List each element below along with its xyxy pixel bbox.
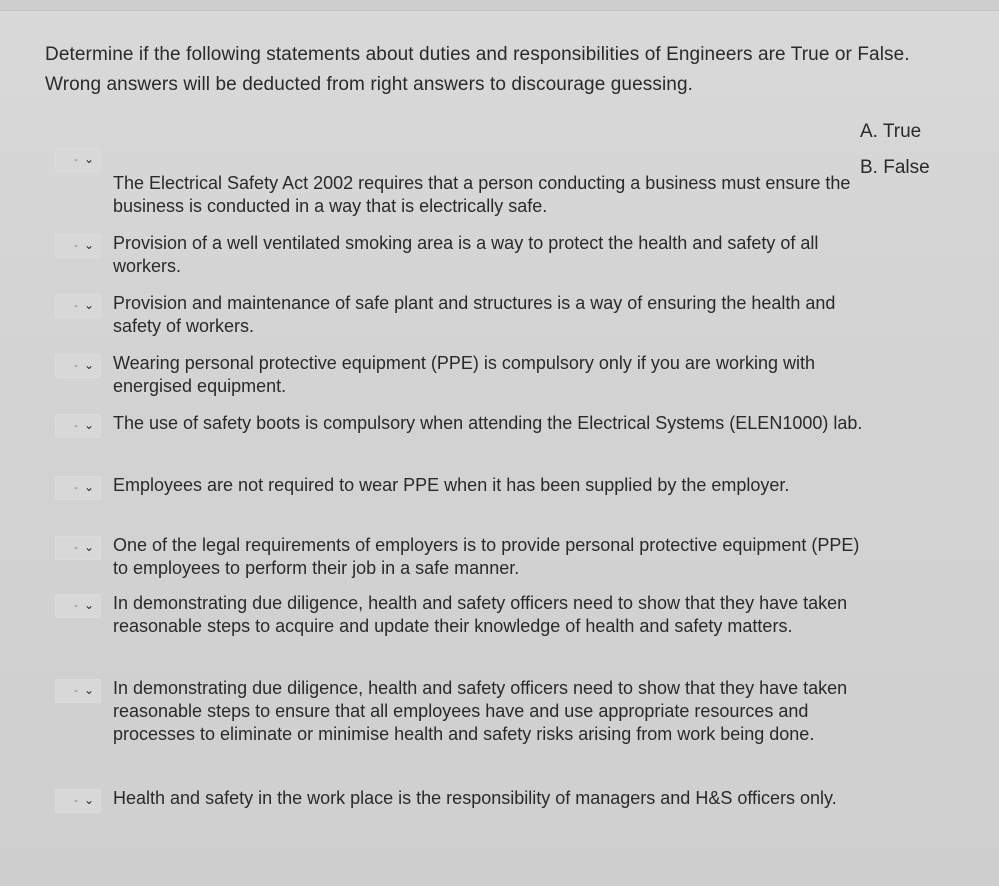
- chevron-down-icon: ⌄: [83, 540, 94, 554]
- question-8: [55, 592, 915, 638]
- question-1-text: The Electrical Safety Act 2002 requires that a person conducting a business must ensure the business is conducted in a way that is electrically safe.: [113, 173, 851, 216]
- question-2: [55, 232, 915, 278]
- answer-select-7[interactable]: [55, 536, 101, 560]
- select-placeholder: -: [74, 154, 78, 166]
- question-5: [55, 412, 915, 438]
- answer-select-1[interactable]: [55, 148, 101, 172]
- answer-select-4[interactable]: [55, 354, 101, 378]
- answer-select-3[interactable]: [55, 294, 101, 318]
- select-placeholder: -: [74, 360, 78, 372]
- select-placeholder: -: [74, 542, 78, 554]
- chevron-down-icon: ⌄: [83, 238, 94, 252]
- instructions-line-1: Determine if the following statements about duties and responsibilities of Engineers are True or False.: [45, 44, 910, 65]
- chevron-down-icon: ⌄: [83, 480, 94, 494]
- answer-select-2[interactable]: [55, 234, 101, 258]
- instructions: [45, 40, 975, 100]
- select-placeholder: -: [74, 795, 78, 807]
- chevron-down-icon: ⌄: [83, 152, 94, 166]
- select-placeholder: -: [74, 482, 78, 494]
- question-5-text: The use of safety boots is compulsory when attending the Electrical Systems (ELEN1000) lab.: [113, 413, 863, 433]
- question-7-text: One of the legal requirements of employers is to provide personal protective equipment (PPE) to employees to perform their job in a safe manner.: [113, 535, 860, 578]
- chevron-down-icon: ⌄: [83, 598, 94, 612]
- chevron-down-icon: ⌄: [83, 298, 94, 312]
- option-false: B. False: [860, 157, 930, 178]
- instructions-line-2: Wrong answers will be deducted from right answers to discourage guessing.: [45, 74, 693, 95]
- answer-select-8[interactable]: [55, 594, 101, 618]
- chevron-down-icon: ⌄: [83, 418, 94, 432]
- question-3: [55, 292, 915, 338]
- question-6: [55, 474, 915, 500]
- answer-select-9[interactable]: [55, 679, 101, 703]
- question-3-text: Provision and maintenance of safe plant and structures is a way of ensuring the health and safety of workers.: [113, 293, 836, 336]
- option-true: A. True: [860, 121, 922, 142]
- answer-select-6[interactable]: [55, 476, 101, 500]
- quiz-panel: [20, 22, 990, 882]
- question-8-text: In demonstrating due diligence, health and safety officers need to show that they have taken reasonable steps to acquire and update their knowledge of health and safety matters.: [113, 593, 848, 636]
- select-placeholder: -: [74, 600, 78, 612]
- select-placeholder: -: [74, 300, 78, 312]
- select-placeholder: -: [74, 420, 78, 432]
- question-6-text: Employees are not required to wear PPE when it has been supplied by the employer.: [113, 475, 790, 495]
- question-2-text: Provision of a well ventilated smoking area is a way to protect the health and safety of all workers.: [113, 233, 819, 276]
- select-placeholder: -: [74, 240, 78, 252]
- chevron-down-icon: ⌄: [83, 358, 94, 372]
- question-9-text: In demonstrating due diligence, health and safety officers need to show that they have taken reasonable steps to ensure that all employees have and use appropriate resources and processes to eliminate or minimise health and safety risks arising from work being done.: [113, 678, 848, 744]
- top-strip: [0, 0, 999, 11]
- answer-select-10[interactable]: [55, 789, 101, 813]
- question-10-text: Health and safety in the work place is the responsibility of managers and H&S officers only.: [113, 788, 837, 808]
- question-9: [55, 677, 915, 746]
- chevron-down-icon: ⌄: [83, 683, 94, 697]
- question-4: [55, 352, 915, 398]
- answer-select-5[interactable]: [55, 414, 101, 438]
- question-7: [55, 534, 915, 580]
- question-4-text: Wearing personal protective equipment (PPE) is compulsory only if you are working with energised equipment.: [113, 353, 815, 396]
- question-10: [55, 787, 915, 813]
- select-placeholder: -: [74, 685, 78, 697]
- chevron-down-icon: ⌄: [83, 793, 94, 807]
